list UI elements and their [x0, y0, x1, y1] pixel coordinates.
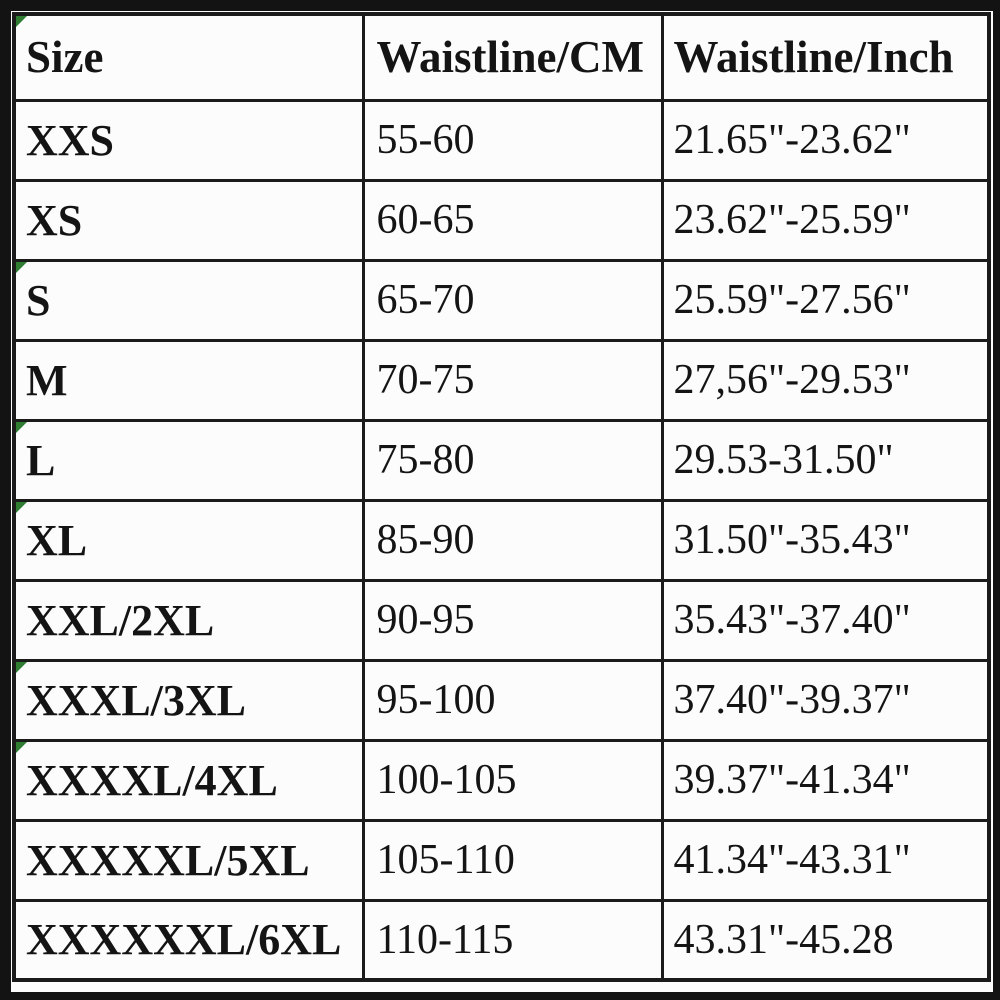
waistline-inch-cell: 41.34"-43.31" — [662, 820, 989, 900]
table-row-xxxxxl-5xl — [14, 820, 989, 900]
green-corner-flag-icon — [16, 422, 27, 433]
table-row-m — [14, 340, 989, 420]
waistline-cm-cell: 75-80 — [363, 420, 662, 500]
table-row-l — [14, 420, 989, 500]
size-label: XXXXXL/5XL — [26, 835, 310, 885]
size-cell — [14, 740, 363, 820]
size-label: XXXL/3XL — [26, 675, 247, 725]
size-label: XXXXXXL/6XL — [26, 915, 342, 965]
waistline-inch-cell: 43.31"-45.28 — [662, 900, 989, 980]
waistline-inch-cell: 23.62"-25.59" — [662, 180, 989, 260]
header-row — [14, 14, 989, 100]
table-row-xxxxxxl-6xl — [14, 900, 989, 980]
waistline-cm-cell: 70-75 — [363, 340, 662, 420]
table-row-xxxl-3xl — [14, 660, 989, 740]
waistline-inch-cell: 37.40"-39.37" — [662, 660, 989, 740]
col-header-waistline-cm — [363, 14, 662, 100]
size-cell — [14, 420, 363, 500]
waistline-inch-cell: 21.65"-23.62" — [662, 100, 989, 180]
green-corner-flag-icon — [16, 16, 27, 27]
col-header-size — [14, 14, 363, 100]
size-label: L — [26, 435, 56, 485]
green-corner-flag-icon — [16, 742, 27, 753]
size-cell — [14, 100, 363, 180]
table-row-xxs — [14, 100, 989, 180]
col-header-waistline-inch — [662, 14, 989, 100]
table-row-xs — [14, 180, 989, 260]
col-header-size-label: Size — [26, 32, 104, 83]
waistline-inch-cell: 39.37"-41.34" — [662, 740, 989, 820]
size-label: S — [26, 275, 51, 325]
waistline-inch-cell: 25.59"-27.56" — [662, 260, 989, 340]
waistline-cm-cell: 60-65 — [363, 180, 662, 260]
size-cell — [14, 500, 363, 580]
waistline-cm-cell: 110-115 — [363, 900, 662, 980]
waistline-cm-cell: 90-95 — [363, 580, 662, 660]
green-corner-flag-icon — [16, 262, 27, 273]
size-cell — [14, 580, 363, 660]
size-label: XS — [26, 195, 83, 245]
size-cell — [14, 260, 363, 340]
green-corner-flag-icon — [16, 502, 27, 513]
table-row-xxl-2xl — [14, 580, 989, 660]
table-row-xl — [14, 500, 989, 580]
size-cell — [14, 900, 363, 980]
size-cell — [14, 340, 363, 420]
table-row-xxxxl-4xl — [14, 740, 989, 820]
table-row-s — [14, 260, 989, 340]
waistline-inch-cell: 35.43"-37.40" — [662, 580, 989, 660]
size-cell — [14, 660, 363, 740]
waistline-cm-cell: 65-70 — [363, 260, 662, 340]
col-header-waistline-inch-label: Waistline/Inch — [673, 32, 954, 83]
size-label: XXS — [26, 115, 115, 165]
waistline-inch-cell: 31.50"-35.43" — [662, 500, 989, 580]
waistline-cm-cell: 55-60 — [363, 100, 662, 180]
waistline-cm-cell: 105-110 — [363, 820, 662, 900]
size-label: XL — [26, 515, 88, 565]
waistline-inch-cell: 29.53-31.50" — [662, 420, 989, 500]
spreadsheet-sheet — [11, 11, 993, 992]
size-cell — [14, 820, 363, 900]
waistline-cm-cell: 85-90 — [363, 500, 662, 580]
size-chart-table — [12, 12, 991, 982]
waistline-cm-cell: 95-100 — [363, 660, 662, 740]
size-label: M — [26, 355, 68, 405]
size-cell — [14, 180, 363, 260]
green-corner-flag-icon — [16, 662, 27, 673]
col-header-waistline-cm-label: Waistline/CM — [376, 32, 644, 83]
waistline-inch-cell: 27,56"-29.53" — [662, 340, 989, 420]
size-label: XXL/2XL — [26, 595, 215, 645]
waistline-cm-cell: 100-105 — [363, 740, 662, 820]
size-label: XXXXL/4XL — [26, 755, 278, 805]
